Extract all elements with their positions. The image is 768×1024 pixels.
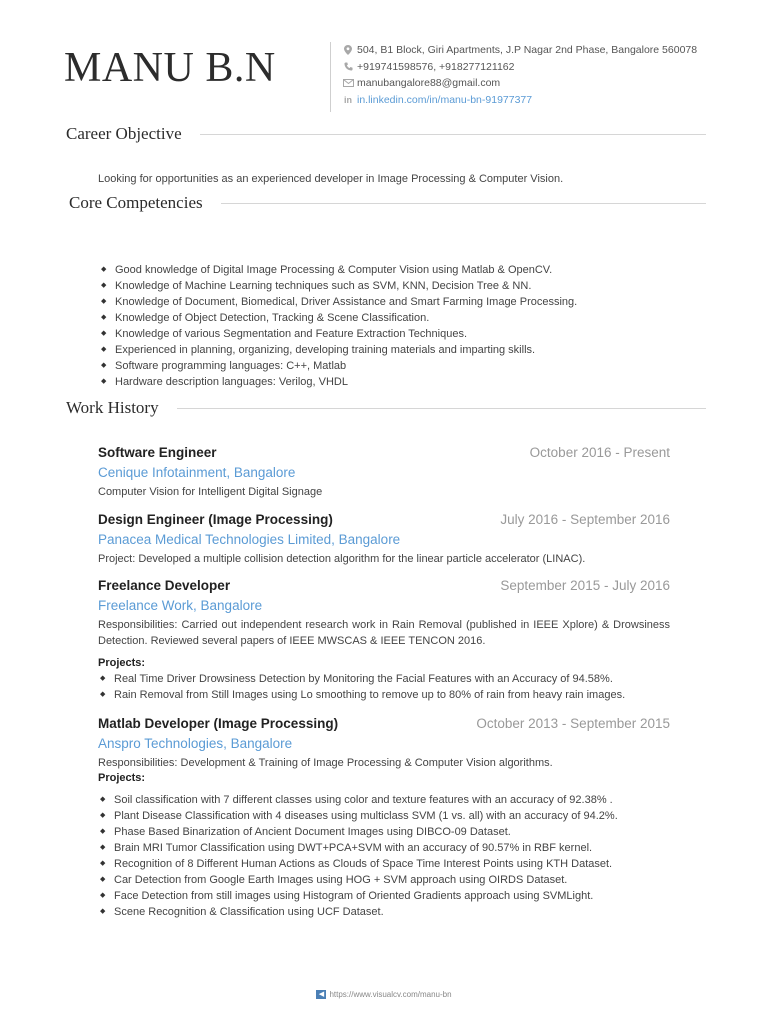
list-item: ◆ Plant Disease Classification with 4 diseases using multiclass SVM (1 vs. all) with an accuracy of 94.2%. <box>98 808 670 824</box>
list-item: ◆ Car Detection from Google Earth Images using HOG + SVM approach using OIRDS Dataset. <box>98 872 670 888</box>
contact-block <box>330 42 697 112</box>
footer <box>0 990 768 999</box>
footer-url-link[interactable]: https://www.visualcv.com/manu-bn <box>329 990 452 999</box>
list-item: ◆ Scene Recognition & Classification using UCF Dataset. <box>98 904 670 920</box>
job-dates: October 2016 - Present <box>529 445 670 460</box>
job-dates: July 2016 - September 2016 <box>500 512 670 527</box>
projects-list <box>98 671 670 703</box>
linkedin-link[interactable]: in.linkedin.com/in/manu-bn-91977377 <box>357 93 533 106</box>
job-title: Design Engineer (Image Processing) <box>98 512 333 527</box>
list-item: ◆ Knowledge of Machine Learning techniques such as SVM, KNN, Decision Tree & NN. <box>99 278 577 294</box>
list-item: ◆ Software programming languages: C++, Matlab <box>99 358 577 374</box>
career-objective-heading-row <box>66 124 706 144</box>
job-description: Responsibilities: Development & Training of Image Processing & Computer Vision algorithms. <box>98 757 553 769</box>
list-item: ◆ Good knowledge of Digital Image Processing & Computer Vision using Matlab & OpenCV. <box>99 262 577 278</box>
job-entry <box>98 716 670 920</box>
list-item: ◆ Brain MRI Tumor Classification using DWT+PCA+SVM with an accuracy of 90.57% in RBF kernel. <box>98 840 670 856</box>
candidate-name: MANU B.N <box>64 45 276 91</box>
email-link[interactable]: manubangalore88@gmail.com <box>357 77 501 90</box>
career-objective-text: Looking for opportunities as an experienced developer in Image Processing & Computer Vision. <box>98 173 564 185</box>
projects-list <box>98 792 670 920</box>
job-dates: October 2013 - September 2015 <box>476 716 670 731</box>
job-company: Cenique Infotainment, Bangalore <box>98 465 296 480</box>
linkedin-icon: in <box>344 94 352 105</box>
job-description: Project: Developed a multiple collision detection algorithm for the linear particle accelerator (LINAC). <box>98 553 586 565</box>
job-title: Freelance Developer <box>98 578 231 593</box>
work-history-heading: Work History <box>66 398 159 417</box>
list-item: ◆ Soil classification with 7 different classes using color and texture features with an accuracy of 92.38% . <box>98 792 670 808</box>
visualcv-logo-icon: ◀ <box>316 990 326 999</box>
career-objective-heading: Career Objective <box>66 124 182 143</box>
address-row <box>341 42 697 59</box>
list-item: ◆ Rain Removal from Still Images using Lo smoothing to remove up to 80% of rain from heavy rain images. <box>98 687 670 703</box>
email-row <box>341 75 697 92</box>
projects-label: Projects: <box>98 772 146 784</box>
phone-text: +919741598576, +918277121162 <box>357 60 515 73</box>
phone-row <box>341 59 697 76</box>
job-entry <box>98 445 670 500</box>
job-entry <box>98 512 670 567</box>
core-competencies-heading-row <box>69 193 706 213</box>
section-divider <box>221 203 706 204</box>
section-divider <box>177 408 706 409</box>
job-title: Software Engineer <box>98 445 217 460</box>
list-item: ◆ Knowledge of Object Detection, Tracking & Scene Classification. <box>99 310 577 326</box>
list-item: ◆ Experienced in planning, organizing, developing training materials and imparting skills. <box>99 342 577 358</box>
list-item: ◆ Real Time Driver Drowsiness Detection by Monitoring the Facial Features with an Accuracy of 94.58%. <box>98 671 670 687</box>
job-company: Freelance Work, Bangalore <box>98 598 263 613</box>
list-item: ◆ Knowledge of various Segmentation and Feature Extraction Techniques. <box>99 326 577 342</box>
job-description: Responsibilities: Carried out independent research work in Rain Removal (published in IEEE Xplore) & Drowsiness Detection. Reviewed several papers of IEEE MWSCAS & IEEE TENCON 2016. <box>98 619 670 647</box>
address-text: 504, B1 Block, Giri Apartments, J.P Nagar 2nd Phase, Bangalore 560078 <box>357 44 698 57</box>
projects-label: Projects: <box>98 657 146 669</box>
job-description: Computer Vision for Intelligent Digital Signage <box>98 486 323 498</box>
list-item: ◆ Face Detection from still images using Histogram of Oriented Gradients approach using SVMLight. <box>98 888 670 904</box>
job-company: Panacea Medical Technologies Limited, Bangalore <box>98 532 401 547</box>
list-item: ◆ Hardware description languages: Verilog, VHDL <box>99 374 577 390</box>
job-company: Anspro Technologies, Bangalore <box>98 736 293 751</box>
linkedin-row <box>341 92 697 109</box>
location-pin-icon <box>341 45 355 55</box>
job-title: Matlab Developer (Image Processing) <box>98 716 339 731</box>
list-item: ◆ Knowledge of Document, Biomedical, Driver Assistance and Smart Farming Image Processing. <box>99 294 577 310</box>
list-item: ◆ Phase Based Binarization of Ancient Document Images using DIBCO-09 Dataset. <box>98 824 670 840</box>
competencies-list <box>99 262 577 390</box>
envelope-icon <box>341 79 355 87</box>
phone-icon <box>341 62 355 71</box>
work-history-heading-row <box>66 398 706 418</box>
job-entry <box>98 578 670 703</box>
core-competencies-heading: Core Competencies <box>69 193 203 212</box>
list-item: ◆ Recognition of 8 Different Human Actions as Clouds of Space Time Interest Points using KTH Dataset. <box>98 856 670 872</box>
job-dates: September 2015 - July 2016 <box>500 578 670 593</box>
section-divider <box>200 134 706 135</box>
